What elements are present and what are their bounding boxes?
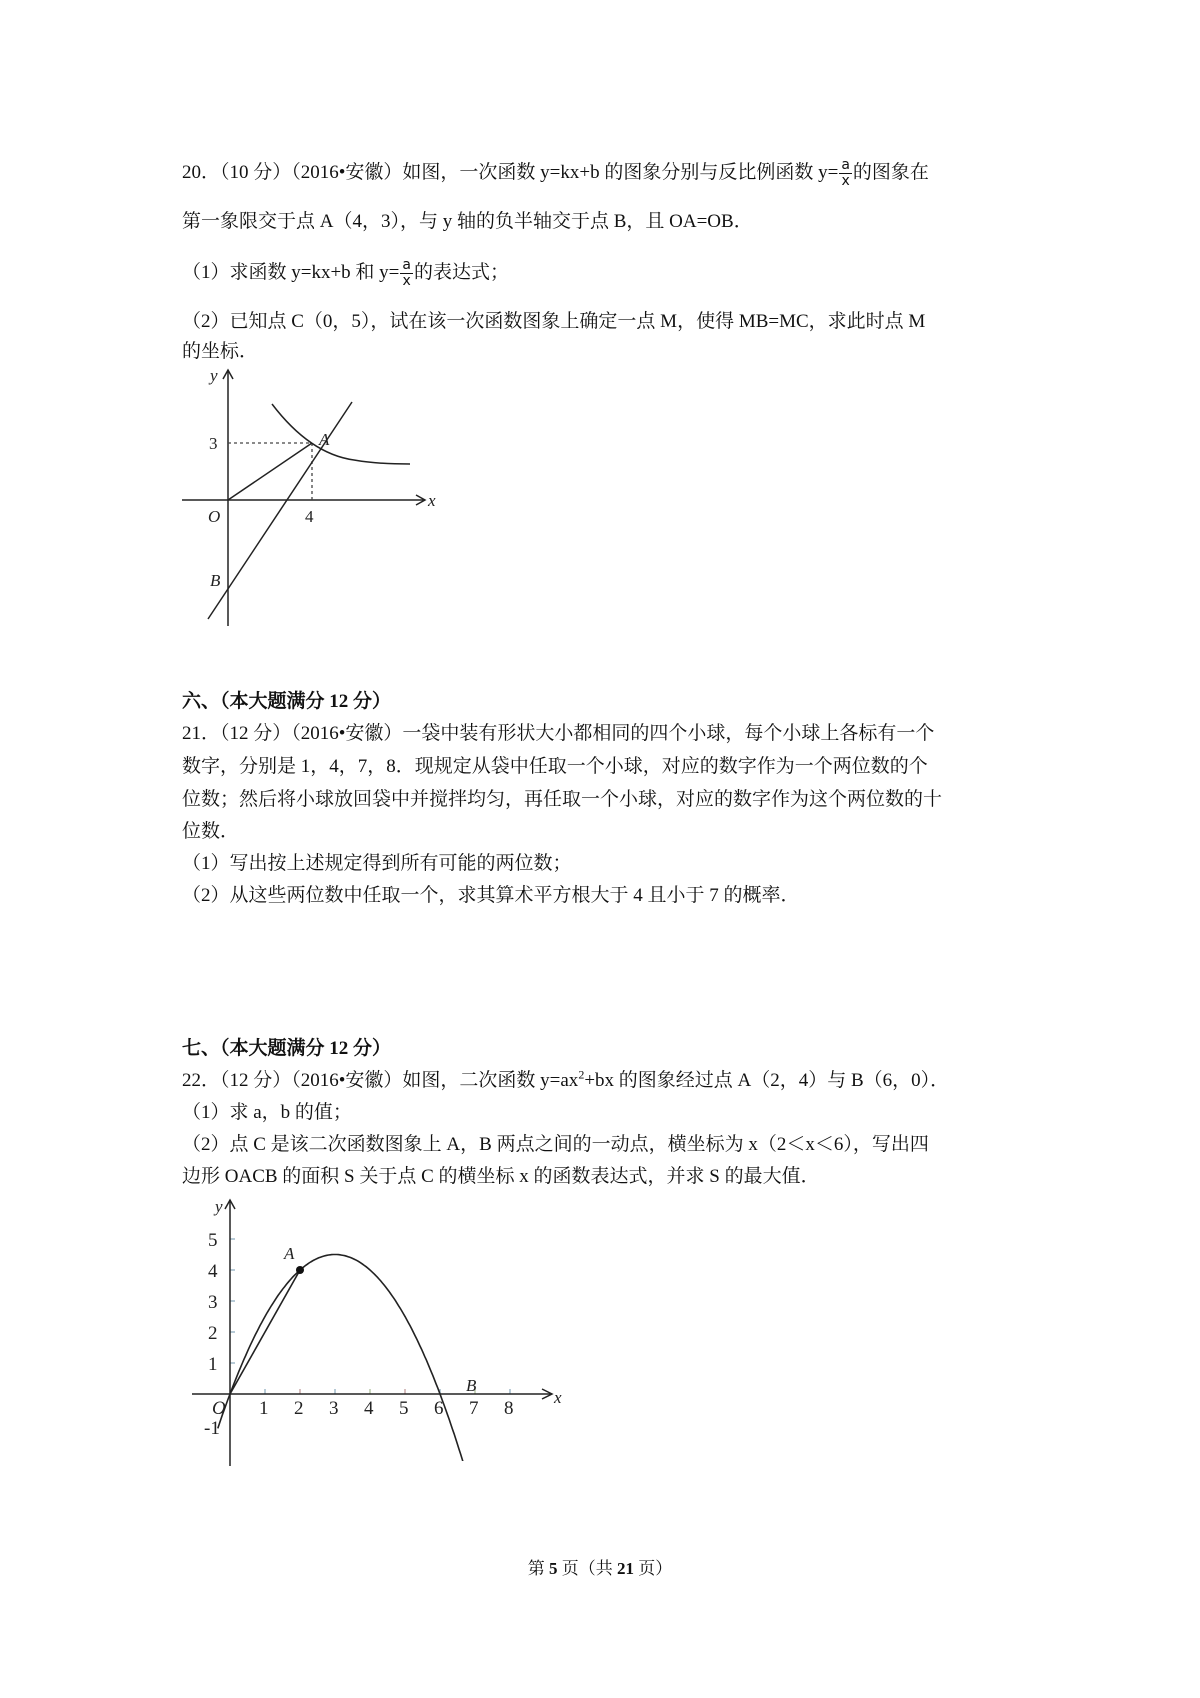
- q20-part1-text-a: （1）求函数 y=kx+b 和 y=: [182, 261, 400, 283]
- point-a-label: A: [319, 430, 330, 449]
- fraction-numerator: a: [402, 257, 411, 273]
- y-tick-label: 4: [208, 1261, 218, 1282]
- q20-part2-line1: （2）已知点 C（0，5），试在该一次函数图象上确定一点 M，使得 MB=MC，求此时点 M: [182, 311, 926, 332]
- y-tick-label: 3: [208, 1292, 218, 1313]
- tick-label-3: 3: [209, 434, 218, 453]
- q22-line1: [182, 1069, 949, 1093]
- q22-section-title: 七、（本大题满分 12 分）: [182, 1038, 392, 1059]
- fraction-denominator: x: [841, 173, 850, 189]
- q22-text-a: 22．（12 分）（2016•安徽）如图，二次函数 y=ax: [182, 1070, 579, 1091]
- y-axis-label: y: [215, 1197, 223, 1216]
- q20-text-a: 20．（10 分）（2016•安徽）如图，一次函数 y=kx+b 的图象分别与反比例函数 y=: [182, 161, 839, 183]
- y-tick-label: 1: [208, 1354, 218, 1375]
- footer-prefix: 第: [527, 1559, 549, 1578]
- footer-page-number: 5: [549, 1559, 558, 1578]
- fraction-denominator: x: [402, 273, 411, 289]
- segment-oa: [230, 1270, 300, 1394]
- q22-text-b: +bx 的图象经过点 A（2，4）与 B（6，0）．: [584, 1070, 950, 1091]
- linear-function-line: [208, 402, 352, 619]
- q22-part2-line1: （2）点 C 是该二次函数图象上 A，B 两点之间的一动点，横坐标为 x（2＜x＜6），写出四: [182, 1134, 929, 1155]
- q21-line2: 数字，分别是 1，4，7，8．现规定从袋中任取一个小球，对应的数字作为一个两位数的个: [182, 756, 928, 777]
- q21-line3: 位数；然后将小球放回袋中并搅拌均匀，再任取一个小球，对应的数字作为这个两位数的十: [182, 789, 943, 810]
- segment-oa: [228, 443, 312, 500]
- q20-line2: 第一象限交于点 A（4，3），与 y 轴的负半轴交于点 B，且 OA=OB．: [182, 211, 753, 232]
- q21-line4: 位数．: [182, 821, 240, 842]
- y-tick-label: 2: [208, 1323, 218, 1344]
- q20-part1: [182, 258, 509, 289]
- q21-part1: （1）写出按上述规定得到所有可能的两位数；: [182, 853, 572, 874]
- q22-part2-line2: 边形 OACB 的面积 S 关于点 C 的横坐标 x 的函数表达式，并求 S 的最大值．: [182, 1166, 820, 1187]
- x-tick-label: 6: [434, 1398, 444, 1419]
- tick-label-4: 4: [305, 507, 314, 526]
- point-b-label: B: [210, 571, 221, 590]
- q20-part2-line2: 的坐标．: [182, 341, 259, 362]
- page-footer: [0, 1554, 1200, 1579]
- q22-part1: （1）求 a，b 的值；: [182, 1102, 352, 1123]
- q20-line1: [182, 158, 929, 189]
- y-tick-label: 5: [208, 1230, 218, 1251]
- x-axis-label: x: [554, 1388, 562, 1407]
- point-a-label: A: [284, 1244, 295, 1263]
- q20-figure: [178, 364, 438, 626]
- x-tick-label: 3: [329, 1398, 339, 1419]
- footer-total-pages: 21: [617, 1559, 634, 1578]
- x-axis-label: x: [428, 491, 436, 510]
- x-tick-label: 2: [294, 1398, 304, 1419]
- x-tick-label: 1: [259, 1398, 269, 1419]
- x-tick-label: 4: [364, 1398, 374, 1419]
- inverse-fraction: [400, 258, 413, 289]
- q22-exponent: 2: [578, 1067, 585, 1082]
- footer-suffix: 页）: [634, 1559, 673, 1578]
- inverse-function-curve: [272, 404, 410, 464]
- q20-part1-text-b: 的表达式；: [414, 261, 510, 283]
- point-b-label: B: [466, 1376, 477, 1395]
- q21-line1: 21．（12 分）（2016•安徽）一袋中装有形状大小都相同的四个小球，每个小球上各标有一个: [182, 723, 935, 744]
- footer-middle: 页（共: [557, 1559, 617, 1578]
- q22-figure: [180, 1196, 580, 1476]
- inverse-fraction: [839, 158, 852, 189]
- q20-text-b: 的图象在: [852, 161, 929, 183]
- origin-label: O: [208, 507, 221, 526]
- parabola-curve: [218, 1255, 479, 1516]
- point-a-dot: [296, 1266, 304, 1274]
- x-tick-label: 7: [469, 1398, 479, 1419]
- fraction-numerator: a: [841, 157, 850, 173]
- x-tick-label: 8: [504, 1398, 514, 1419]
- neg-tick-label: -1: [204, 1418, 220, 1439]
- q21-section-title: 六、（本大题满分 12 分）: [182, 691, 392, 712]
- x-tick-label: 5: [399, 1398, 409, 1419]
- q21-part2: （2）从这些两位数中任取一个，求其算术平方根大于 4 且小于 7 的概率．: [182, 885, 800, 906]
- y-axis-label: y: [210, 366, 218, 385]
- origin-label: O: [212, 1398, 226, 1419]
